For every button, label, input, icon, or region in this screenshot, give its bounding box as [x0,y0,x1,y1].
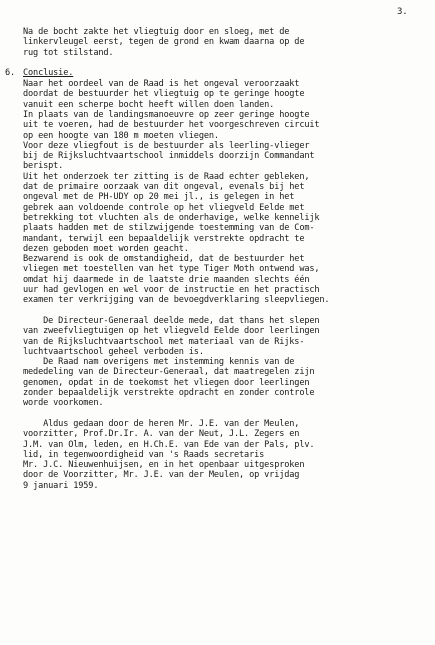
body-line: vliegen met toestellen van het type Tiger Moth ontwend was, [23,264,320,275]
body-line: worde voorkomen. [23,398,104,409]
body-line: Bezwarend is ook de omstandigheid, dat de bestuurder het [23,254,305,265]
body-line: op een hoogte van 180 m moeten vliegen. [23,130,219,141]
body-line: uur had gevlogen en wel voor de instructie en het practisch [23,285,320,295]
body-line: dat de primaire oorzaak van dit ongeval, evenals bij het [23,182,305,192]
body-line: examen ter verkrijging van de bevoegdverklaring sleepvliegen. [23,295,330,306]
body-line: plaats hadden met de stilzwijgende toestemming van de Com- [23,223,315,234]
body-line: mandant, terwijl een bepaaldelijk verstrekte opdracht te [23,233,305,244]
body-line: luchtvaartschool geheel verboden is. [23,346,204,357]
body-line: van zweefvliegtuigen op het vliegveld Eelde door leerlingen [23,326,320,337]
body-line: ongeval met de PH-UDY op 20 mei jl., is gelegen in het [23,192,295,203]
intro-line: linkervleugel eerst, tegen de grond en kwam daarna op de [23,37,305,48]
body-line: J.M. van Olm, leden, en H.Ch.E. van Ede van der Pals, plv. [23,439,315,450]
body-line: dezen geboden moet worden geacht. [23,243,189,254]
body-line: lid, in tegenwoordigheid van 's Raads secretaris [23,449,265,460]
body-line: van de Rijksluchtvaartschool met materiaal van de Rijks- [23,336,305,347]
body-line: De Raad nam overigens met instemming kennis van de [23,357,295,368]
body-line: Naar het oordeel van de Raad is het ongeval veroorzaakt [23,79,300,89]
body-line: door de Voorzitter, Mr. J.E. van der Meulen, op vrijdag [23,470,300,481]
body-line: voorzitter, Prof.Dr.Ir. A. van der Neut, J.L. Zegers en [23,429,300,440]
body-line: genomen, opdat in de toekomst het vliegen door leerlingen [23,377,310,388]
body-line: 9 januari 1959. [23,480,99,491]
body-line: Voor deze vliegfout is de bestuurder als leerling-vlieger [23,140,310,151]
body-line: Aldus gedaan door de heren Mr. J.E. van der Meulen, [23,418,300,429]
body-line: uit te voeren, had de bestuurder het voorgeschreven circuit [23,120,320,131]
body-line: Mr. J.C. Nieuwenhuijsen, en in het openbaar uitgesproken [23,460,305,471]
intro-line: rug tot stilstand. [23,47,114,58]
section-number: 6. [5,68,16,78]
body-line: vanuit een scherpe bocht heeft willen doen landen. [23,99,275,110]
intro-line: Na de bocht zakte het vliegtuig door en sloeg, met de [23,27,290,37]
body-line: mededeling van de Directeur-Generaal, dat maatregelen zijn [23,367,315,378]
body-line: betrekking tot vluchten als de onderhavige, welke kennelijk [23,212,320,223]
section-title: Conclusie. [23,68,74,78]
body-line: berispt. [23,161,64,172]
body-line: omdat hij daarmede in de laatste drie maanden slechts één [23,274,310,285]
body-line: gebrek aan voldoende controle op het vliegveld Eelde met [23,202,305,213]
page-number: 3. [397,7,408,17]
body-line: zonder bepaaldelijk verstrekte opdracht en zonder controle [23,388,315,398]
body-line: bij de Rijksluchtvaartschool inmiddels doorzijn Commandant [23,151,315,162]
body-line: In plaats van de landingsmanoeuvre op zeer geringe hoogte [23,109,310,120]
body-line: doordat de bestuurder het vliegtuig op te geringe hoogte [23,89,305,100]
body-line: De Directeur-Generaal deelde mede, dat thans het slepen [23,315,320,326]
body-line: Uit het onderzoek ter zitting is de Raad echter gebleken, [23,171,310,182]
